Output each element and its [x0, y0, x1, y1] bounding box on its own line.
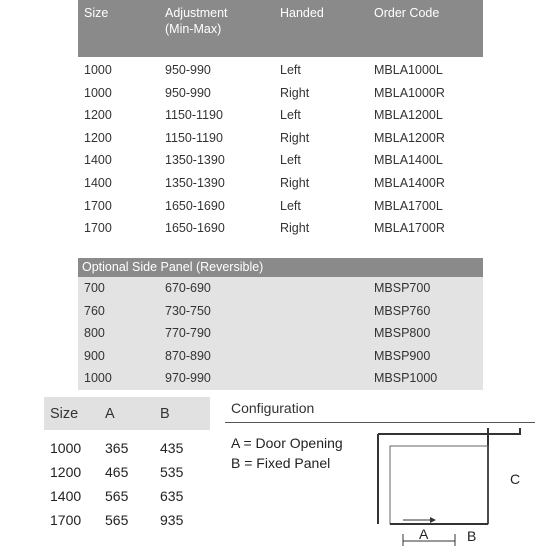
row-size: 700: [84, 281, 105, 295]
row-size: 1400: [84, 153, 112, 168]
row-size: 1200: [50, 464, 82, 480]
header-adjustment: Adjustment (Min-Max): [165, 6, 228, 36]
legend-a: A = Door Opening: [231, 435, 343, 451]
configuration-title: Configuration: [231, 400, 315, 416]
side-panel-header: [78, 258, 483, 277]
table-row: [78, 277, 483, 300]
diagram-label-c: C: [510, 471, 521, 487]
size-table-header: [44, 397, 210, 430]
slide-arrow-head: [430, 517, 436, 523]
configuration-divider: [225, 422, 535, 423]
main-table-header: [78, 0, 483, 57]
row-handed: Left: [280, 63, 301, 77]
table-row: [44, 507, 210, 531]
row-size: 1700: [50, 512, 82, 528]
table-row: [78, 172, 483, 195]
table-row: [78, 322, 483, 345]
diagram-label-b: B: [467, 528, 477, 544]
row-size: 1200: [84, 108, 112, 123]
row-order-code: MBLA1000L: [374, 63, 443, 77]
row-b: 935: [160, 512, 184, 528]
row-handed: Right: [280, 221, 310, 236]
top-wall: [378, 428, 520, 434]
table-row: [44, 435, 210, 459]
row-handed: Right: [280, 85, 310, 100]
main-product-table: [78, 0, 483, 240]
table-row: [78, 195, 483, 218]
row-size: 1000: [84, 371, 112, 386]
table-row: [44, 483, 210, 507]
header-size: Size: [84, 6, 109, 20]
table-row: [78, 345, 483, 368]
diagram-label-a: A: [419, 526, 429, 542]
shower-panel-outline: [390, 446, 488, 524]
row-order-code: MBLA1700R: [374, 221, 445, 236]
row-adjustment: 670-690: [165, 281, 211, 295]
header-handed: Handed: [280, 6, 324, 20]
row-order-code: MBSP760: [374, 303, 431, 318]
legend-b: B = Fixed Panel: [231, 455, 331, 471]
row-size: 1700: [84, 221, 112, 236]
row-a: 565: [105, 512, 129, 528]
row-b: 635: [160, 488, 184, 504]
row-adjustment: 970-990: [165, 371, 211, 386]
main-table-body: [78, 59, 483, 240]
row-order-code: MBLA1000R: [374, 85, 445, 100]
row-size: 1400: [50, 488, 82, 504]
row-b: 435: [160, 440, 184, 456]
row-adjustment: 1350-1390: [165, 153, 225, 168]
row-size: 1700: [84, 198, 112, 213]
table-row: [78, 104, 483, 127]
row-size: 1000: [84, 85, 112, 100]
row-adjustment: 870-890: [165, 348, 211, 363]
row-size: 1000: [50, 440, 82, 456]
side-panel-table: [78, 258, 483, 390]
row-order-code: MBLA1200R: [374, 130, 445, 145]
row-adjustment: 1650-1690: [165, 198, 225, 213]
row-order-code: MBSP800: [374, 326, 431, 341]
row-adjustment: 770-790: [165, 326, 211, 341]
row-b: 535: [160, 464, 184, 480]
row-order-code: MBLA1400L: [374, 153, 443, 168]
table-row: [78, 59, 483, 82]
header-order-code: Order Code: [374, 6, 440, 20]
row-order-code: MBLA1700L: [374, 198, 443, 213]
row-adjustment: 950-990: [165, 85, 211, 100]
row-order-code: MBLA1200L: [374, 108, 443, 123]
row-order-code: MBSP1000: [374, 371, 438, 386]
row-handed: Left: [280, 198, 301, 213]
size-header-b: B: [160, 406, 170, 422]
row-handed: Left: [280, 108, 301, 123]
row-order-code: MBSP900: [374, 348, 431, 363]
row-size: 1000: [84, 63, 112, 77]
row-order-code: MBLA1400R: [374, 175, 445, 190]
side-panel-body: [78, 277, 483, 390]
row-a: 465: [105, 464, 129, 480]
row-adjustment: 1350-1390: [165, 175, 225, 190]
row-size: 1200: [84, 130, 112, 145]
table-row: [78, 217, 483, 240]
row-size: 760: [84, 303, 105, 318]
row-adjustment: 1150-1190: [165, 130, 223, 145]
row-size: 800: [84, 326, 105, 341]
row-handed: Right: [280, 130, 310, 145]
row-size: 1400: [84, 175, 112, 190]
row-adjustment: 950-990: [165, 63, 211, 77]
table-row: [78, 367, 483, 390]
row-adjustment: 1650-1690: [165, 221, 225, 236]
size-table-body: [44, 435, 210, 531]
row-size: 900: [84, 348, 105, 363]
row-adjustment: 730-750: [165, 303, 211, 318]
side-panel-title: Optional Side Panel (Reversible): [82, 260, 264, 274]
row-order-code: MBSP700: [374, 281, 431, 295]
table-row: [78, 127, 483, 150]
row-handed: Right: [280, 175, 310, 190]
row-a: 365: [105, 440, 129, 456]
size-header-a: A: [105, 406, 115, 422]
row-a: 565: [105, 488, 129, 504]
row-handed: Left: [280, 153, 301, 168]
configuration-diagram: [370, 428, 530, 560]
table-row: [44, 459, 210, 483]
size-dimension-table: [44, 397, 210, 531]
table-row: [78, 149, 483, 172]
size-header-size: Size: [50, 406, 79, 422]
table-row: [78, 82, 483, 105]
table-row: [78, 300, 483, 323]
row-adjustment: 1150-1190: [165, 108, 223, 123]
